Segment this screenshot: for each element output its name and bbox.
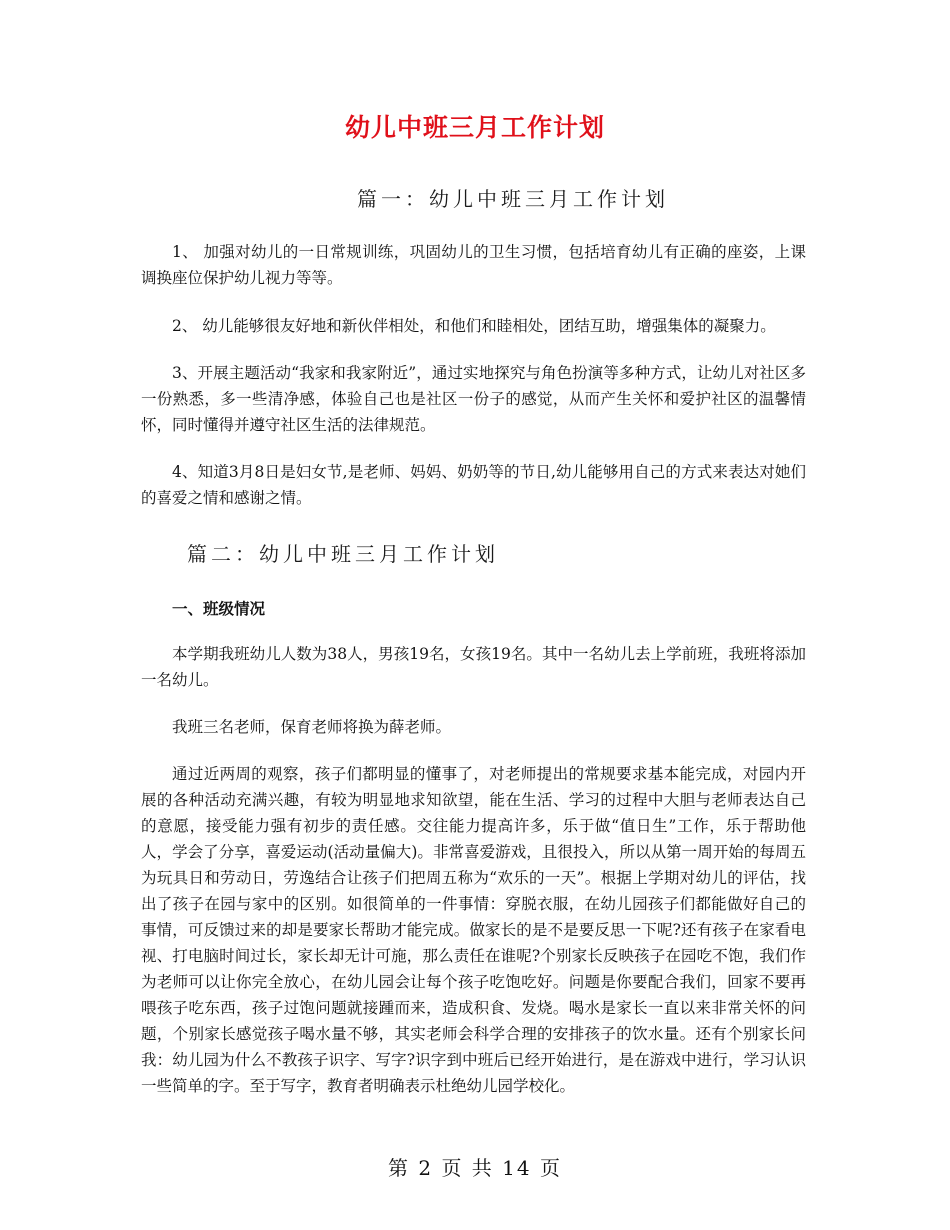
paragraph-teachers: 我班三名老师，保育老师将换为薛老师。 <box>172 718 452 736</box>
section-heading-1: 篇一：幼儿中班三月工作计划 <box>357 187 669 211</box>
list-item-4: 4、知道3月8日是妇女节,是老师、妈妈、奶奶等的节日,幼儿能够用自己的方式来表达对她们的喜爱之情和感谢之情。 <box>141 463 806 507</box>
paragraph-observation: 通过近两周的观察，孩子们都明显的懂事了，对老师提出的常规要求基本能完成，对园内开展的各种活动充满兴趣，有较为明显地求知欲望，能在生活、学习的过程中大胆与老师表达自己的意愿，接受能力强有初步的责任感。交往能力提高许多，乐于做“值日生”工作，乐于帮助他人，学会了分享，喜爱运动(活动量偏大)。非常喜爱游戏，且很投入，所以从第一周开始的每周五为玩具日和劳动日，劳逸结合让孩子们把周五称为“欢乐的一天”。根据上学期对幼儿的评估，找出了孩子在园与家中的区别。如很简单的一件事情：穿脱衣服，在幼儿园孩子们都能做好自己的事情，可反馈过来的却是要家长帮助才能完成。做家长的是不是要反思一下呢?还有孩子在家看电视、打电脑时间过长，家长却无计可施，那么责任在谁呢?个别家长反映孩子在园吃不饱，我们作为老师可以让你完全放心，在幼儿园会让每个孩子吃饱吃好。问题是你要配合我们，回家不要再喂孩子吃东西，孩子过饱问题就接踵而来，造成积食、发烧。喝水是家长一直以来非常关怀的问题，个别家长感觉孩子喝水量不够，其实老师会科学合理的安排孩子的饮水量。还有个别家长问我：幼儿园为什么不教孩子识字、写字?识字到中班后已经开始进行，是在游戏中进行，学习认识一些简单的字。至于写字，教育者明确表示杜绝幼儿园学校化。 <box>141 765 806 1095</box>
list-item-2: 2、 幼儿能够很友好地和新伙伴相处，和他们和睦相处，团结互助，增强集体的凝聚力。 <box>172 317 776 335</box>
list-item-1: 1、 加强对幼儿的一日常规训练，巩固幼儿的卫生习惯，包括培育幼儿有正确的座姿，上课调换座位保护幼儿视力等等。 <box>141 243 806 287</box>
document-title: 幼儿中班三月工作计划 <box>344 113 605 142</box>
section-heading-2: 篇二：幼儿中班三月工作计划 <box>187 542 499 566</box>
list-item-3: 3、开展主题活动“我家和我家附近”，通过实地探究与角色扮演等多种方式，让幼儿对社区多一份熟悉，多一些清净感，体验自己也是社区一份子的感觉，从而产生关怀和爱护社区的温馨情怀，同时懂得并遵守社区生活的法律规范。 <box>141 364 806 434</box>
paragraph-class-size: 本学期我班幼儿人数为38人，男孩19名，女孩19名。其中一名幼儿去上学前班，我班将添加一名幼儿。 <box>141 645 806 689</box>
page-footer: 第 2 页 共 14 页 <box>388 1156 562 1180</box>
class-situation-subheading: 一、班级情况 <box>172 600 266 618</box>
